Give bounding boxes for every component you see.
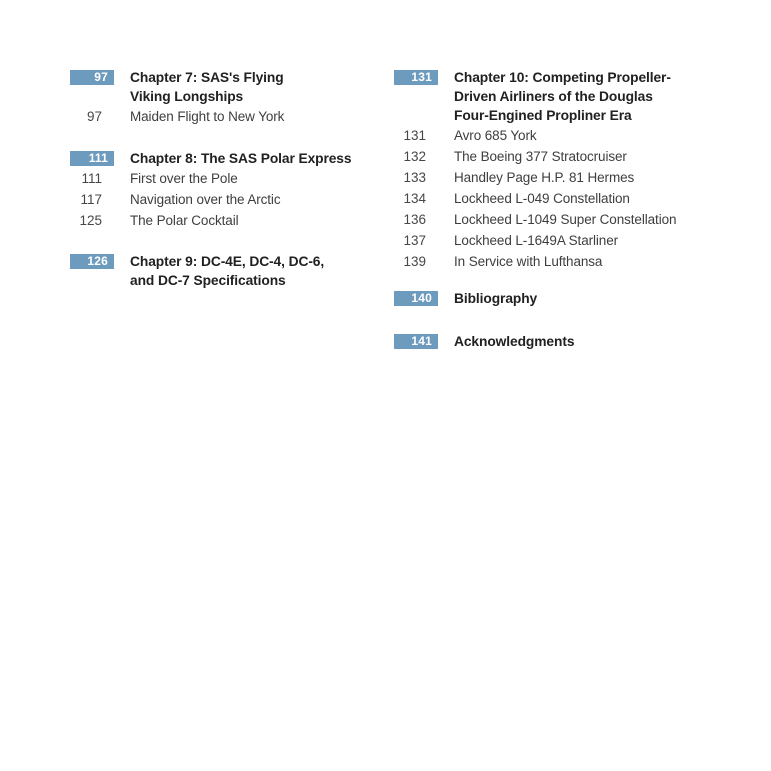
entry-page-number: 137	[403, 233, 426, 248]
chapter-page-number-column	[394, 68, 438, 85]
entry-page-number-column	[70, 168, 114, 189]
entry-page-number-column	[394, 167, 438, 188]
chapter-title	[454, 332, 574, 351]
entry-label: Lockheed L-049 Constellation	[454, 191, 630, 206]
chapter-page-badge: 131	[394, 70, 438, 85]
chapter-title-line: Chapter 9: DC-4E, DC-4, DC-6,	[130, 254, 325, 269]
toc-entry	[394, 230, 724, 251]
entry-page-number: 132	[403, 149, 426, 164]
toc-entry	[70, 189, 380, 210]
chapter-page-badge: 126	[70, 254, 114, 269]
toc-entry	[70, 106, 380, 127]
chapter-title	[130, 68, 284, 106]
entry-label: The Boeing 377 Stratocruiser	[454, 149, 627, 164]
entry-label: In Service with Lufthansa	[454, 254, 603, 269]
entry-label: Maiden Flight to New York	[130, 109, 285, 124]
chapter-title-line: Bibliography	[454, 291, 538, 306]
chapter-title	[130, 252, 324, 290]
entry-page-number-column	[70, 210, 114, 231]
toc-entry	[70, 210, 380, 231]
entry-page-number: 131	[403, 128, 426, 143]
entry-page-number-column	[394, 125, 438, 146]
toc-entry	[394, 146, 724, 167]
toc-entry	[394, 125, 724, 146]
chapter-page-number-column	[70, 149, 114, 166]
chapter-row	[70, 252, 380, 290]
chapter-title-line: Viking Longships	[130, 89, 244, 104]
chapter-title-line: and DC-7 Specifications	[130, 273, 286, 288]
entry-page-number-column	[70, 106, 114, 127]
entry-page-number-column	[394, 209, 438, 230]
toc-entry	[394, 188, 724, 209]
chapter-page-badge: 97	[70, 70, 114, 85]
chapter-title	[454, 289, 537, 308]
chapter-title-line: Driven Airliners of the Douglas	[454, 89, 653, 104]
chapter-row	[394, 332, 724, 351]
chapter-page-number-column	[70, 252, 114, 269]
toc-column-left	[70, 68, 380, 290]
entry-page-number: 139	[403, 254, 426, 269]
toc-entry	[394, 167, 724, 188]
chapter-row	[70, 68, 380, 106]
chapter-page-number-column	[70, 68, 114, 85]
entry-page-number: 125	[79, 213, 102, 228]
chapter-title	[454, 68, 671, 125]
toc-section-chapter-10	[394, 68, 724, 272]
chapter-row	[70, 149, 380, 168]
chapter-page-badge: 141	[394, 334, 438, 349]
entry-label: Navigation over the Arctic	[130, 192, 281, 207]
entry-page-number-column	[394, 188, 438, 209]
chapter-page-badge: 140	[394, 291, 438, 306]
chapter-title	[130, 149, 351, 168]
toc-section-chapter-9	[70, 252, 380, 290]
toc-entry	[70, 168, 380, 189]
entry-page-number-column	[394, 251, 438, 272]
toc-entry	[394, 251, 724, 272]
entry-page-number: 117	[80, 192, 102, 207]
entry-label: Handley Page H.P. 81 Hermes	[454, 170, 635, 185]
entry-page-number: 133	[403, 170, 426, 185]
toc-entry	[394, 209, 724, 230]
toc-section-acknowledgments	[394, 332, 724, 351]
chapter-row	[394, 68, 724, 125]
chapter-page-number-column	[394, 332, 438, 349]
entry-page-number-column	[70, 189, 114, 210]
toc-column-right	[394, 68, 724, 351]
chapter-row	[394, 289, 724, 308]
chapter-title-line: Chapter 7: SAS's Flying	[130, 70, 284, 85]
entry-page-number: 97	[86, 109, 102, 124]
entry-page-number: 111	[81, 171, 102, 186]
entry-page-number: 136	[403, 212, 426, 227]
entry-label: Avro 685 York	[454, 128, 537, 143]
toc-section-chapter-7	[70, 68, 380, 127]
entry-label: Lockheed L-1049 Super Constellation	[454, 212, 677, 227]
entry-page-number: 134	[403, 191, 426, 206]
chapter-title-line: Chapter 10: Competing Propeller-	[454, 70, 671, 85]
entry-page-number-column	[394, 146, 438, 167]
entry-label: Lockheed L-1649A Starliner	[454, 233, 619, 248]
entry-page-number-column	[394, 230, 438, 251]
chapter-title-line: Chapter 8: The SAS Polar Express	[130, 151, 352, 166]
entry-label: First over the Pole	[130, 171, 238, 186]
entry-label: The Polar Cocktail	[130, 213, 239, 228]
toc-section-chapter-8	[70, 149, 380, 231]
toc-section-bibliography	[394, 289, 724, 308]
chapter-page-number-column	[394, 289, 438, 306]
chapter-title-line: Acknowledgments	[454, 334, 575, 349]
chapter-page-badge: 111	[70, 151, 114, 166]
chapter-title-line: Four-Engined Propliner Era	[454, 108, 632, 123]
